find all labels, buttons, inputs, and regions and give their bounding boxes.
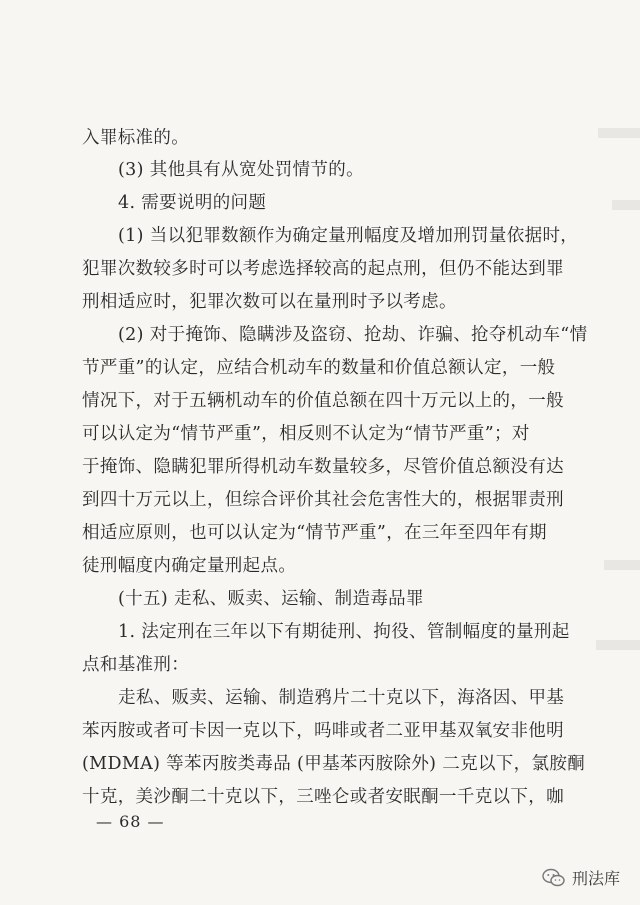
section-heading: (十五) 走私、贩卖、运输、制造毒品罪 [118, 589, 424, 609]
text-line: 于掩饰、隐瞒犯罪所得机动车数量较多，尽管价值总额没有达 [82, 457, 564, 477]
text-line: 走私、贩卖、运输、制造鸦片二十克以下，海洛因、甲基 [118, 688, 565, 708]
text-line: 情况下，对于五辆机动车的价值总额在四十万元以上的，一般 [82, 391, 564, 411]
section-heading: 4. 需要说明的问题 [118, 193, 267, 213]
text-line: 1. 法定刑在三年以下有期徒刑、拘役、管制幅度的量刑起 [118, 622, 570, 642]
text-line: 相适应原则，也可以认定为“情节严重”，在三年至四年有期 [82, 523, 547, 543]
text-line: 刑相适应时，犯罪次数可以在量刑时予以考虑。 [82, 292, 457, 312]
watermark [542, 866, 620, 889]
text-line: (2) 对于掩饰、隐瞒涉及盗窃、抢劫、诈骗、抢夺机动车“情 [118, 325, 588, 345]
bleed-mark [604, 560, 640, 570]
text-line: 苯丙胺或者可卡因一克以下，吗啡或者二亚甲基双氧安非他明 [82, 721, 564, 741]
bleed-mark [612, 200, 640, 210]
text-line: (1) 当以犯罪数额作为确定量刑幅度及增加刑罚量依据时， [118, 226, 579, 246]
text-line: (3) 其他具有从宽处罚情节的。 [118, 160, 364, 180]
text-line: 徒刑幅度内确定量刑起点。 [82, 556, 297, 576]
bleed-mark [598, 128, 640, 138]
watermark-label: 刑法库 [571, 869, 620, 888]
page-number: — 68 — [96, 812, 165, 831]
text-line: 入罪标准的。 [82, 128, 190, 148]
text-line: 点和基准刑： [82, 655, 190, 675]
wechat-icon [542, 868, 566, 888]
text-line: 犯罪次数较多时可以考虑选择较高的起点刑，但仍不能达到罪 [82, 259, 564, 279]
text-line: 可以认定为“情节严重”，相反则不认定为“情节严重”；对 [82, 424, 530, 444]
text-line: (MDMA) 等苯丙胺类毒品 (甲基苯丙胺除外) 二克以下，氯胺酮 [82, 754, 586, 774]
bleed-mark [596, 640, 640, 650]
text-line: 十克，美沙酮二十克以下，三唑仑或者安眠酮一千克以下，咖 [82, 787, 564, 807]
text-line: 节严重”的认定，应结合机动车的数量和价值总额认定，一般 [82, 358, 556, 378]
text-line: 到四十万元以上，但综合评价其社会危害性大的，根据罪责刑 [82, 490, 564, 510]
